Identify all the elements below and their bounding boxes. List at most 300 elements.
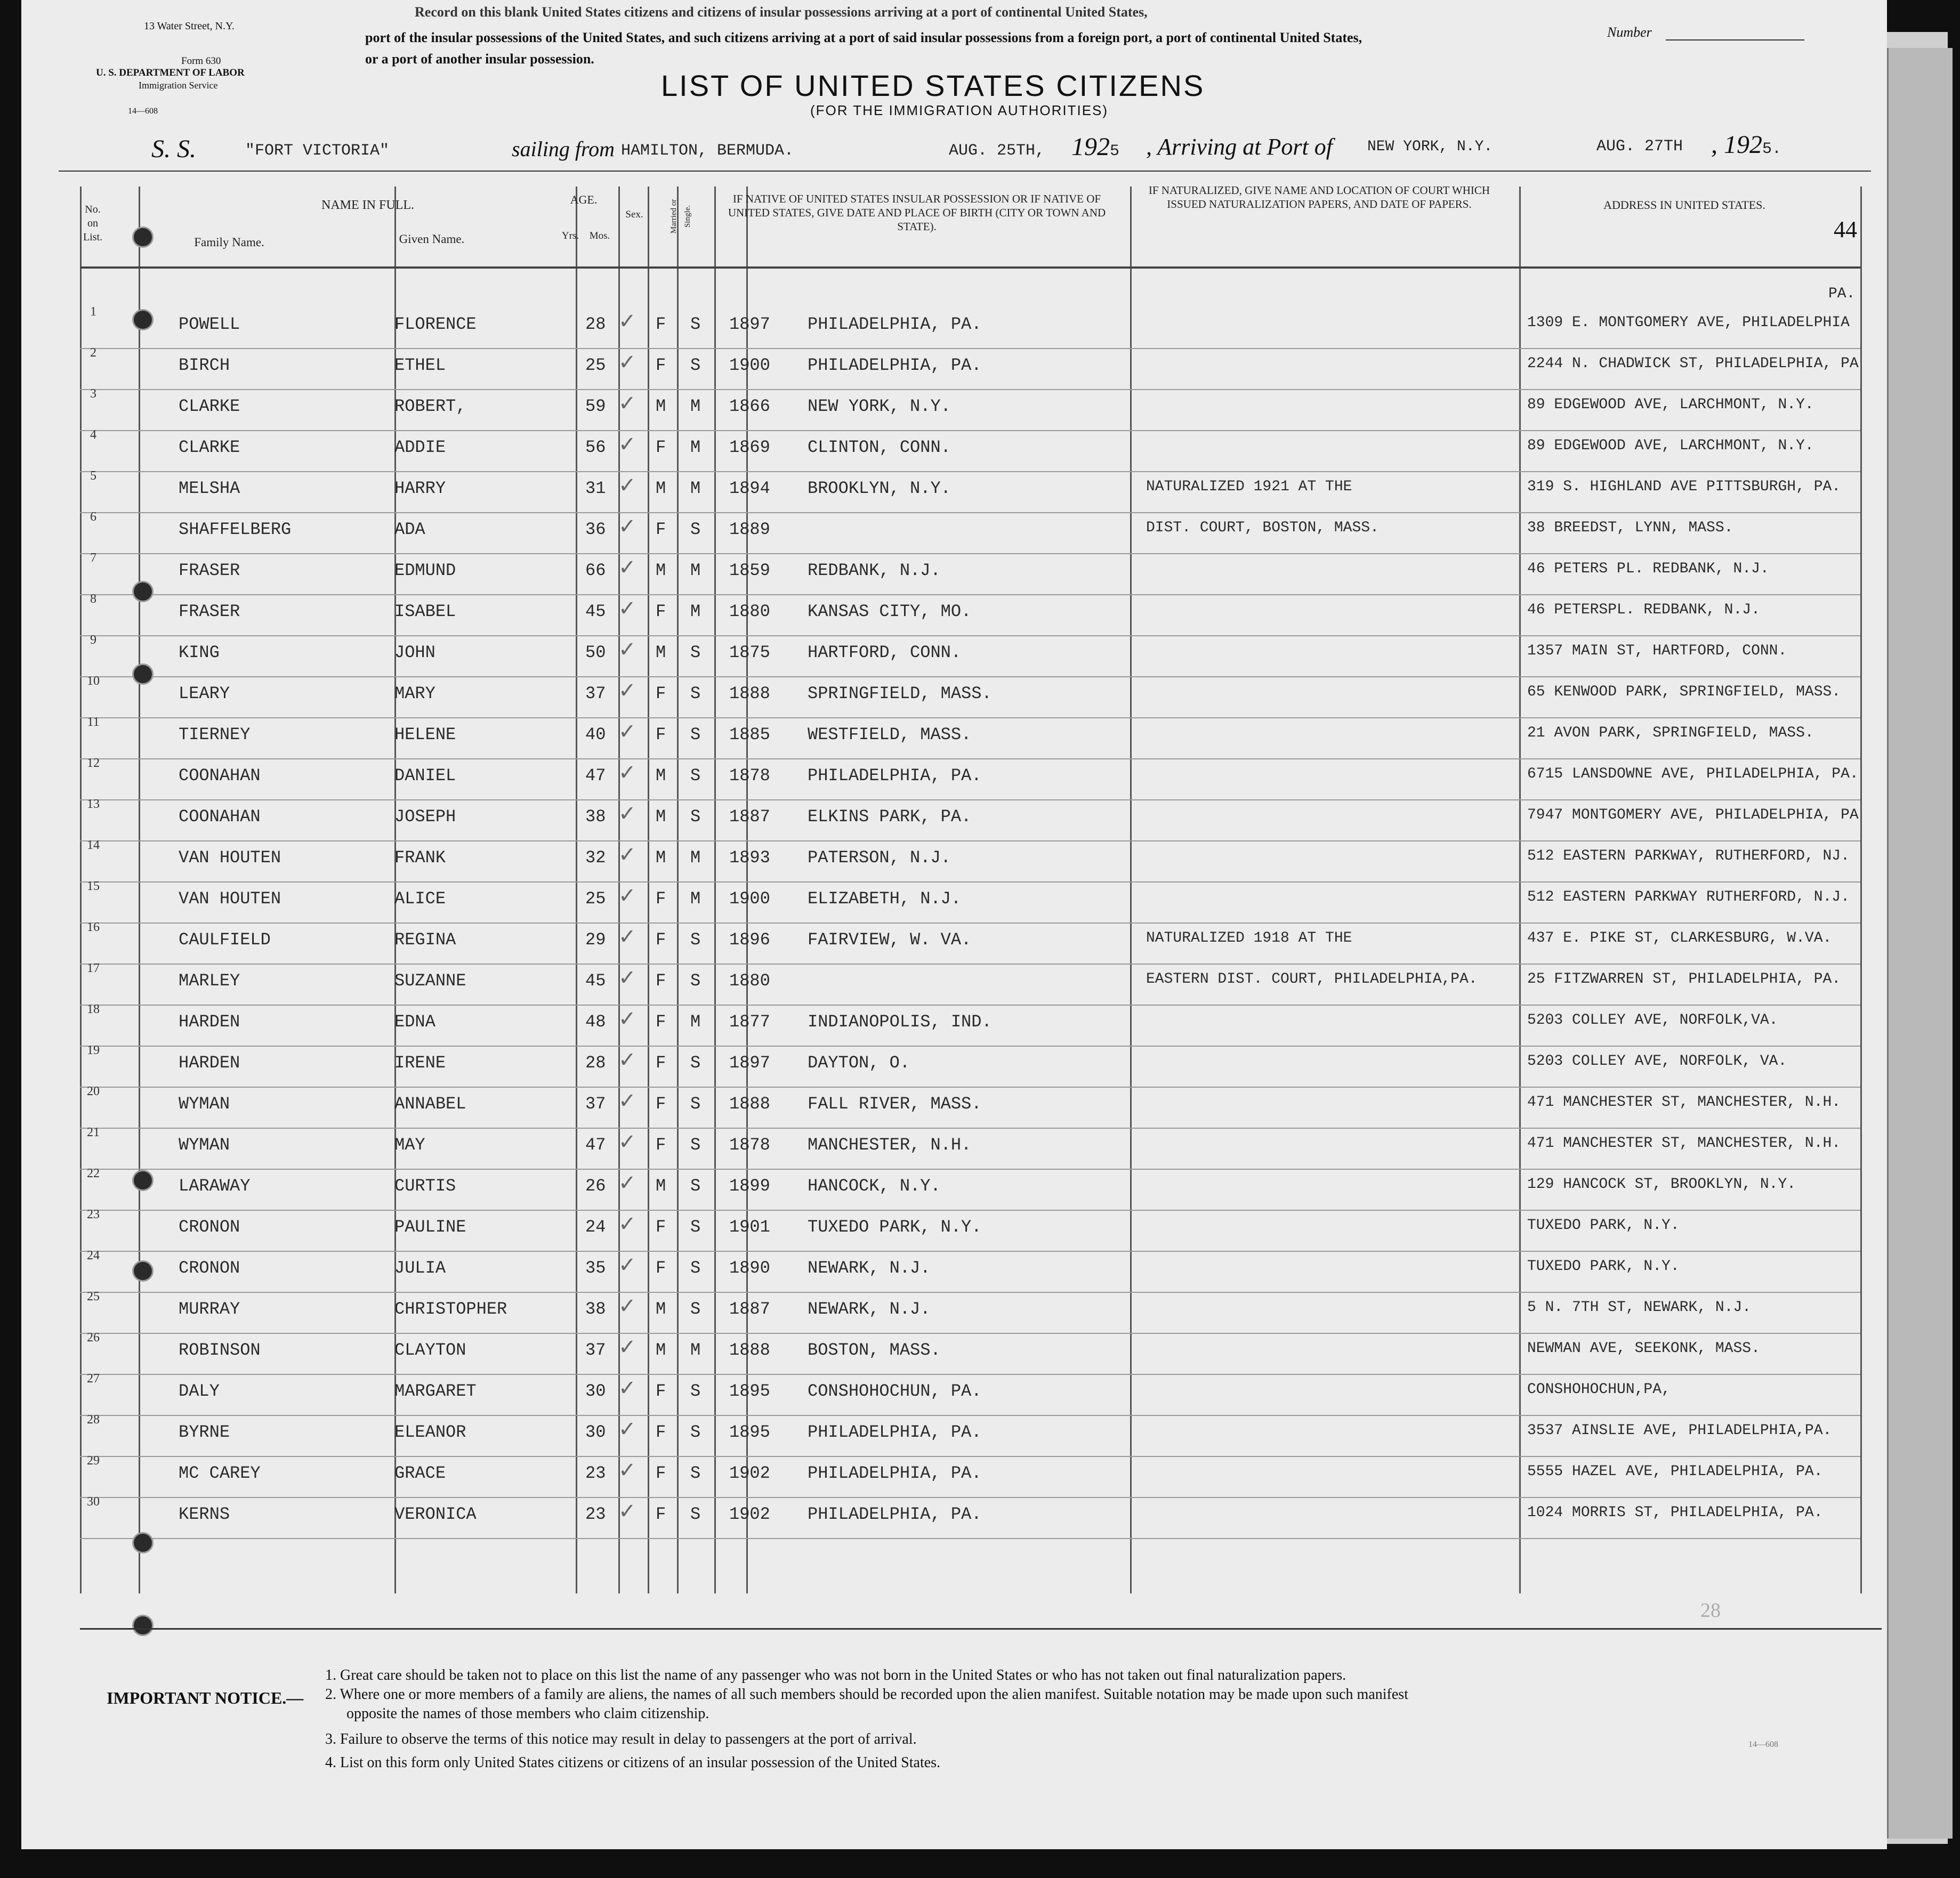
check-mark-icon: ✓ [618, 719, 636, 744]
naturalization-cell: DIST. COURT, BOSTON, MASS. [1146, 520, 1379, 536]
row-number: 29 [87, 1454, 100, 1468]
table-row [80, 510, 1860, 555]
age-cell: 31 [585, 479, 606, 498]
birth-place-cell: SPRINGFIELD, MASS. [808, 684, 992, 703]
age-cell: 48 [585, 1012, 606, 1032]
birth-place-cell: CONSHOHOCHUN, PA. [808, 1381, 982, 1401]
check-mark-icon: ✓ [618, 1253, 636, 1277]
row-number: 14 [87, 838, 100, 852]
family-name-cell: HARDEN [179, 1012, 240, 1032]
sex-cell: F [656, 684, 666, 703]
given-name-cell: MAY [394, 1135, 425, 1155]
family-name-cell: TIERNEY [179, 725, 251, 744]
age-cell: 23 [585, 1504, 606, 1524]
family-name-cell: HARDEN [179, 1053, 240, 1073]
row-number: 27 [87, 1372, 100, 1386]
birth-year-cell: 1902 [729, 1504, 770, 1524]
notice-item-3: 3. Failure to observe the terms of this notice may result in delay to passengers at the port of arrival. [325, 1731, 917, 1747]
given-name-cell: MARY [394, 684, 435, 703]
family-name-cell: COONAHAN [179, 807, 261, 827]
family-name-cell: WYMAN [179, 1094, 230, 1114]
age-cell: 29 [585, 930, 606, 950]
sex-cell: F [656, 1504, 666, 1524]
table-row [80, 756, 1860, 802]
given-name-cell: VERONICA [394, 1504, 477, 1524]
sex-cell: M [656, 1299, 666, 1319]
age-cell: 32 [585, 848, 606, 868]
col-header-address: ADDRESS IN UNITED STATES. [1603, 198, 1765, 212]
family-name-cell: CAULFIELD [179, 930, 271, 950]
birth-place-cell: NEWARK, N.J. [808, 1299, 931, 1319]
check-mark-icon: ✓ [618, 432, 636, 457]
punch-hole [132, 1260, 154, 1282]
column-rule [1860, 187, 1862, 1593]
check-mark-icon: ✓ [618, 1048, 636, 1072]
page-title: LIST OF UNITED STATES CITIZENS [661, 69, 1205, 102]
check-mark-icon: ✓ [618, 309, 636, 334]
address-cell: 319 S. HIGHLAND AVE PITTSBURGH, PA. [1527, 479, 1841, 495]
check-mark-icon: ✓ [618, 884, 636, 908]
row-number: 4 [90, 428, 96, 442]
address-cell: 471 MANCHESTER ST, MANCHESTER, N.H. [1527, 1094, 1841, 1111]
row-number: 11 [87, 715, 100, 729]
col-header-years: Yrs. [561, 230, 579, 241]
age-cell: 38 [585, 807, 606, 827]
birth-year-cell: 1895 [729, 1422, 770, 1442]
given-name-cell: PAULINE [394, 1217, 466, 1237]
birth-place-cell: TUXEDO PARK, N.Y. [808, 1217, 982, 1237]
row-rule [80, 471, 1860, 472]
check-mark-icon: ✓ [618, 1007, 636, 1031]
row-rule [80, 430, 1860, 431]
row-rule [80, 635, 1860, 636]
given-name-cell: ADA [394, 520, 425, 539]
given-name-cell: EDNA [394, 1012, 435, 1032]
given-name-cell: CURTIS [394, 1176, 456, 1196]
address-cell: 2244 N. CHADWICK ST, PHILADELPHIA, PA [1527, 355, 1859, 372]
family-name-cell: MURRAY [179, 1299, 240, 1319]
arrival-port: NEW YORK, N.Y. [1367, 139, 1493, 155]
sailing-label: sailing from [512, 137, 615, 161]
table-row [80, 1208, 1860, 1253]
service: Immigration Service [139, 80, 218, 91]
marital-status-cell: S [690, 766, 701, 786]
departure-date: AUG. 25TH, [949, 142, 1045, 160]
given-name-cell: IRENE [394, 1053, 446, 1073]
age-cell: 25 [585, 355, 606, 375]
address-continuation: PA. [1828, 286, 1856, 302]
row-number: 19 [87, 1043, 100, 1057]
row-rule [80, 922, 1860, 924]
marital-status-cell: M [690, 479, 701, 498]
row-number: 28 [87, 1413, 100, 1427]
age-cell: 66 [585, 561, 606, 580]
marital-status-cell: M [690, 889, 701, 909]
family-name-cell: BYRNE [179, 1422, 230, 1442]
marital-status-cell: M [690, 1012, 701, 1032]
birth-place-cell: HANCOCK, N.Y. [808, 1176, 941, 1196]
table-row [80, 797, 1860, 843]
given-name-cell: ETHEL [394, 355, 446, 375]
footer-divider [80, 1628, 1882, 1630]
given-name-cell: CHRISTOPHER [394, 1299, 507, 1319]
row-rule [80, 1415, 1860, 1416]
birth-place-cell: NEWARK, N.J. [808, 1258, 931, 1278]
check-mark-icon: ✓ [618, 596, 636, 621]
birth-place-cell: KANSAS CITY, MO. [808, 602, 972, 621]
birth-year-cell: 1893 [729, 848, 770, 868]
table-row [80, 1043, 1860, 1089]
marital-status-cell: M [690, 561, 701, 580]
address-cell: 1024 MORRIS ST, PHILADELPHIA, PA. [1527, 1504, 1823, 1521]
table-row [80, 674, 1860, 719]
address-cell: 512 EASTERN PARKWAY, RUTHERFORD, NJ. [1527, 848, 1850, 864]
given-name-cell: ROBERT, [394, 396, 466, 416]
age-cell: 59 [585, 396, 606, 416]
address-cell: TUXEDO PARK, N.Y. [1527, 1258, 1680, 1275]
page-subtitle: (FOR THE IMMIGRATION AUTHORITIES) [810, 102, 1109, 118]
row-number: 13 [87, 797, 100, 811]
department: U. S. DEPARTMENT OF LABOR [96, 67, 245, 78]
birth-place-cell: ELKINS PARK, PA. [808, 807, 972, 827]
sex-cell: F [656, 1422, 666, 1442]
address-cell: 89 EDGEWOOD AVE, LARCHMONT, N.Y. [1527, 396, 1814, 413]
marital-status-cell: S [690, 684, 701, 703]
manifest-sheet [21, 0, 1887, 1849]
marital-status-cell: S [690, 1422, 701, 1442]
family-name-cell: SHAFFELBERG [179, 520, 292, 539]
given-name-cell: SUZANNE [394, 971, 466, 991]
check-mark-icon: ✓ [618, 1130, 636, 1154]
birth-place-cell: PHILADELPHIA, PA. [808, 766, 982, 786]
family-name-cell: MC CAREY [179, 1463, 261, 1483]
arriving-label: , Arriving at Port of [1146, 134, 1333, 160]
birth-place-cell: HARTFORD, CONN. [808, 643, 962, 662]
col-header-naturalized: IF NATURALIZED, GIVE NAME AND LOCATION OF COURT WHICH ISSUED NATURALIZATION PAPERS, AND DATE OF PAPERS. [1148, 184, 1490, 211]
sex-cell: F [656, 602, 666, 621]
marital-status-cell: S [690, 1217, 701, 1237]
family-name-cell: LARAWAY [179, 1176, 251, 1196]
check-mark-icon: ✓ [618, 925, 636, 949]
stamp-number: 28 [1700, 1599, 1721, 1622]
arrival-date: AUG. 27TH [1596, 137, 1683, 156]
given-name-cell: JOHN [394, 643, 435, 662]
row-number: 30 [87, 1495, 100, 1509]
marital-status-cell: S [690, 1463, 701, 1483]
punch-hole [132, 663, 154, 685]
given-name-cell: FLORENCE [394, 314, 477, 334]
row-rule [80, 1333, 1860, 1334]
punch-hole [132, 1532, 154, 1553]
given-name-cell: GRACE [394, 1463, 446, 1483]
row-number: 10 [87, 674, 100, 688]
age-cell: 25 [585, 889, 606, 909]
marital-status-cell: S [690, 725, 701, 744]
age-cell: 23 [585, 1463, 606, 1483]
marital-status-cell: S [690, 1053, 701, 1073]
address-cell: 89 EDGEWOOD AVE, LARCHMONT, N.Y. [1527, 438, 1814, 454]
page-number: 44 [1834, 216, 1857, 242]
birth-year-cell: 1890 [729, 1258, 770, 1278]
row-rule [80, 1251, 1860, 1252]
punch-hole [132, 1170, 154, 1191]
marital-status-cell: S [690, 1176, 701, 1196]
row-rule [80, 1128, 1860, 1129]
birth-year-cell: 1880 [729, 602, 770, 621]
check-mark-icon: ✓ [618, 391, 636, 416]
punch-hole [132, 1615, 154, 1636]
age-cell: 50 [585, 643, 606, 662]
check-mark-icon: ✓ [618, 1335, 636, 1359]
marital-status-cell: M [690, 602, 701, 621]
birth-year-cell: 1877 [729, 1012, 770, 1032]
birth-place-cell: PATERSON, N.J. [808, 848, 951, 868]
given-name-cell: EDMUND [394, 561, 456, 580]
table-row [80, 879, 1860, 925]
address-cell: 46 PETERS PL. REDBANK, N.J. [1527, 561, 1769, 577]
row-rule [80, 594, 1860, 595]
row-number: 26 [87, 1331, 100, 1345]
row-number: 15 [87, 879, 100, 893]
marital-status-cell: S [690, 930, 701, 950]
birth-place-cell: MANCHESTER, N.H. [808, 1135, 972, 1155]
address-cell: 21 AVON PARK, SPRINGFIELD, MASS. [1527, 725, 1814, 741]
marital-status-cell: S [690, 1094, 701, 1114]
col-header-months: Mos. [589, 230, 610, 241]
marital-status-cell: S [690, 1381, 701, 1401]
row-number: 8 [90, 592, 96, 606]
row-rule [80, 1292, 1860, 1293]
birth-year-cell: 1889 [729, 520, 770, 539]
col-header-age: AGE. [570, 193, 598, 206]
sex-cell: M [656, 848, 666, 868]
row-number: 17 [87, 961, 100, 975]
given-name-cell: ISABEL [394, 602, 456, 621]
marital-status-cell: S [690, 971, 701, 991]
notice-heading: IMPORTANT NOTICE.— [107, 1688, 304, 1707]
row-rule [80, 758, 1860, 759]
family-name-cell: CRONON [179, 1217, 240, 1237]
row-rule [80, 389, 1860, 390]
table-row [80, 961, 1860, 1007]
birth-place-cell: PHILADELPHIA, PA. [808, 1463, 982, 1483]
page-stack-edge-back [1887, 48, 1953, 1839]
family-name-cell: MARLEY [179, 971, 240, 991]
address-cell: 512 EASTERN PARKWAY RUTHERFORD, N.J. [1527, 889, 1850, 905]
given-name-cell: HARRY [394, 479, 446, 498]
table-row [80, 715, 1860, 760]
check-mark-icon: ✓ [618, 678, 636, 703]
check-mark-icon: ✓ [618, 350, 636, 375]
birth-place-cell: FAIRVIEW, W. VA. [808, 930, 972, 950]
birth-year-cell: 1888 [729, 1094, 770, 1114]
family-name-cell: CLARKE [179, 396, 240, 416]
address-cell: 7947 MONTGOMERY AVE, PHILADELPHIA, PA [1527, 807, 1859, 823]
row-rule [80, 1087, 1860, 1088]
arrival-year: , 1925. [1711, 131, 1782, 159]
family-name-cell: KERNS [179, 1504, 230, 1524]
record-note-line-2: port of the insular possessions of the United States, and such citizens arriving at a port of said insular possessions from a foreign port, a port of continental United States, [365, 30, 1362, 45]
age-cell: 30 [585, 1381, 606, 1401]
age-cell: 35 [585, 1258, 606, 1278]
row-number: 7 [90, 551, 96, 565]
table-row [80, 1084, 1860, 1130]
table-row [80, 592, 1860, 637]
age-cell: 45 [585, 971, 606, 991]
row-number: 3 [90, 387, 96, 401]
birth-year-cell: 1888 [729, 1340, 770, 1360]
birth-place-cell: NEW YORK, N.Y. [808, 396, 951, 416]
sex-cell: M [656, 766, 666, 786]
bottom-form-code: 14—608 [1748, 1740, 1778, 1749]
age-cell: 36 [585, 520, 606, 539]
marital-status-cell: S [690, 520, 701, 539]
sex-cell: F [656, 930, 666, 950]
row-number: 16 [87, 920, 100, 934]
birth-place-cell: PHILADELPHIA, PA. [808, 1422, 982, 1442]
address-cell: 1309 E. MONTGOMERY AVE, PHILADELPHIA [1527, 314, 1850, 331]
table-row [80, 1002, 1860, 1048]
marital-status-cell: S [690, 1258, 701, 1278]
row-number: 24 [87, 1249, 100, 1262]
given-name-cell: FRANK [394, 848, 446, 868]
birth-place-cell: ELIZABETH, N.J. [808, 889, 962, 909]
address-cell: CONSHOHOCHUN,PA, [1527, 1381, 1671, 1398]
marital-status-cell: S [690, 643, 701, 662]
family-name-cell: VAN HOUTEN [179, 889, 281, 909]
family-name-cell: WYMAN [179, 1135, 230, 1155]
row-rule [80, 553, 1860, 554]
sex-cell: F [656, 1258, 666, 1278]
check-mark-icon: ✓ [618, 1417, 636, 1442]
birth-year-cell: 1900 [729, 355, 770, 375]
row-number: 12 [87, 756, 100, 770]
row-number: 6 [90, 510, 96, 524]
age-cell: 24 [585, 1217, 606, 1237]
check-mark-icon: ✓ [618, 1376, 636, 1401]
sex-cell: M [656, 807, 666, 827]
address-cell: TUXEDO PARK, N.Y. [1527, 1217, 1680, 1234]
family-name-cell: BIRCH [179, 355, 230, 375]
sex-cell: F [656, 971, 666, 991]
row-number: 9 [90, 633, 96, 647]
table-row [80, 1495, 1860, 1540]
family-name-cell: CLARKE [179, 438, 240, 457]
marital-status-cell: S [690, 1299, 701, 1319]
address-cell: 5203 COLLEY AVE, NORFOLK, VA. [1527, 1053, 1787, 1070]
check-mark-icon: ✓ [618, 1089, 636, 1113]
table-row [80, 551, 1860, 596]
birth-place-cell: WESTFIELD, MASS. [808, 725, 972, 744]
check-mark-icon: ✓ [618, 966, 636, 990]
col-header-sex: Sex. [625, 209, 643, 220]
naturalization-cell: NATURALIZED 1918 AT THE [1146, 930, 1352, 946]
row-number: 18 [87, 1002, 100, 1016]
birth-year-cell: 1894 [729, 479, 770, 498]
address-cell: 25 FITZWARREN ST, PHILADELPHIA, PA. [1527, 971, 1841, 987]
row-number: 21 [87, 1126, 100, 1139]
row-rule [80, 1456, 1860, 1457]
age-cell: 28 [585, 1053, 606, 1073]
col-header-no: No. on List. [83, 204, 103, 243]
family-name-cell: COONAHAN [179, 766, 261, 786]
family-name-cell: DALY [179, 1381, 220, 1401]
birth-place-cell: DAYTON, O. [808, 1053, 910, 1073]
table-row [80, 286, 1860, 350]
birth-year-cell: 1878 [729, 766, 770, 786]
given-name-cell: DANIEL [394, 766, 456, 786]
col-header-family-name: Family Name. [194, 236, 264, 249]
sex-cell: M [656, 396, 666, 416]
header-rule [80, 266, 1860, 269]
row-rule [80, 1497, 1860, 1498]
departure-year: 1925 [1071, 133, 1120, 161]
given-name-cell: MARGARET [394, 1381, 477, 1401]
col-header-birth: IF NATIVE OF UNITED STATES INSULAR POSSESSION OR IF NATIVE OF UNITED STATES, GIVE DATE AND PLACE OF BIRTH (CITY OR TOWN AND STATE). [728, 192, 1106, 233]
notice-item-4: 4. List on this form only United States citizens or citizens of an insular possession of the United States. [325, 1754, 941, 1771]
birth-place-cell: PHILADELPHIA, PA. [808, 314, 982, 334]
row-rule [80, 799, 1860, 800]
sex-cell: M [656, 643, 666, 662]
family-name-cell: VAN HOUTEN [179, 848, 281, 868]
sex-cell: F [656, 1217, 666, 1237]
age-cell: 40 [585, 725, 606, 744]
given-name-cell: ADDIE [394, 438, 446, 457]
address-cell: 1357 MAIN ST, HARTFORD, CONN. [1527, 643, 1787, 659]
given-name-cell: JULIA [394, 1258, 446, 1278]
birth-year-cell: 1888 [729, 684, 770, 703]
family-name-cell: FRASER [179, 561, 240, 580]
birth-year-cell: 1880 [729, 971, 770, 991]
address-cell: 5203 COLLEY AVE, NORFOLK,VA. [1527, 1012, 1778, 1029]
punch-hole [132, 226, 154, 248]
sex-cell: M [656, 479, 666, 498]
check-mark-icon: ✓ [618, 1458, 636, 1483]
table-row [80, 428, 1860, 473]
table-row [80, 1413, 1860, 1458]
marital-status-cell: M [690, 396, 701, 416]
marital-status-cell: M [690, 438, 701, 457]
address-cell: NEWMAN AVE, SEEKONK, MASS. [1527, 1340, 1760, 1357]
address-cell: 38 BREEDST, LYNN, MASS. [1527, 520, 1733, 536]
table-row [80, 633, 1860, 678]
address-cell: 65 KENWOOD PARK, SPRINGFIELD, MASS. [1527, 684, 1841, 700]
number-line [1666, 39, 1804, 41]
record-note-line-3: or a port of another insular possession. [365, 51, 594, 67]
table-row [80, 838, 1860, 884]
punch-hole [132, 581, 154, 602]
check-mark-icon: ✓ [618, 555, 636, 580]
number-label: Number [1607, 25, 1652, 40]
marital-status-cell: M [690, 1340, 701, 1360]
col-header-name: NAME IN FULL. [321, 198, 414, 212]
birth-year-cell: 1875 [729, 643, 770, 662]
marital-status-cell: S [690, 807, 701, 827]
marital-status-cell: S [690, 1504, 701, 1524]
birth-year-cell: 1878 [729, 1135, 770, 1155]
table-row [80, 1249, 1860, 1294]
marital-status-cell: M [690, 848, 701, 868]
sex-cell: F [656, 1381, 666, 1401]
address-cell: 5 N. 7TH ST, NEWARK, N.J. [1527, 1299, 1752, 1316]
given-name-cell: ELEANOR [394, 1422, 466, 1442]
age-cell: 45 [585, 602, 606, 621]
table-row [80, 346, 1860, 391]
row-rule [80, 1538, 1860, 1539]
given-name-cell: ALICE [394, 889, 446, 909]
sex-cell: F [656, 725, 666, 744]
row-number: 22 [87, 1167, 100, 1180]
